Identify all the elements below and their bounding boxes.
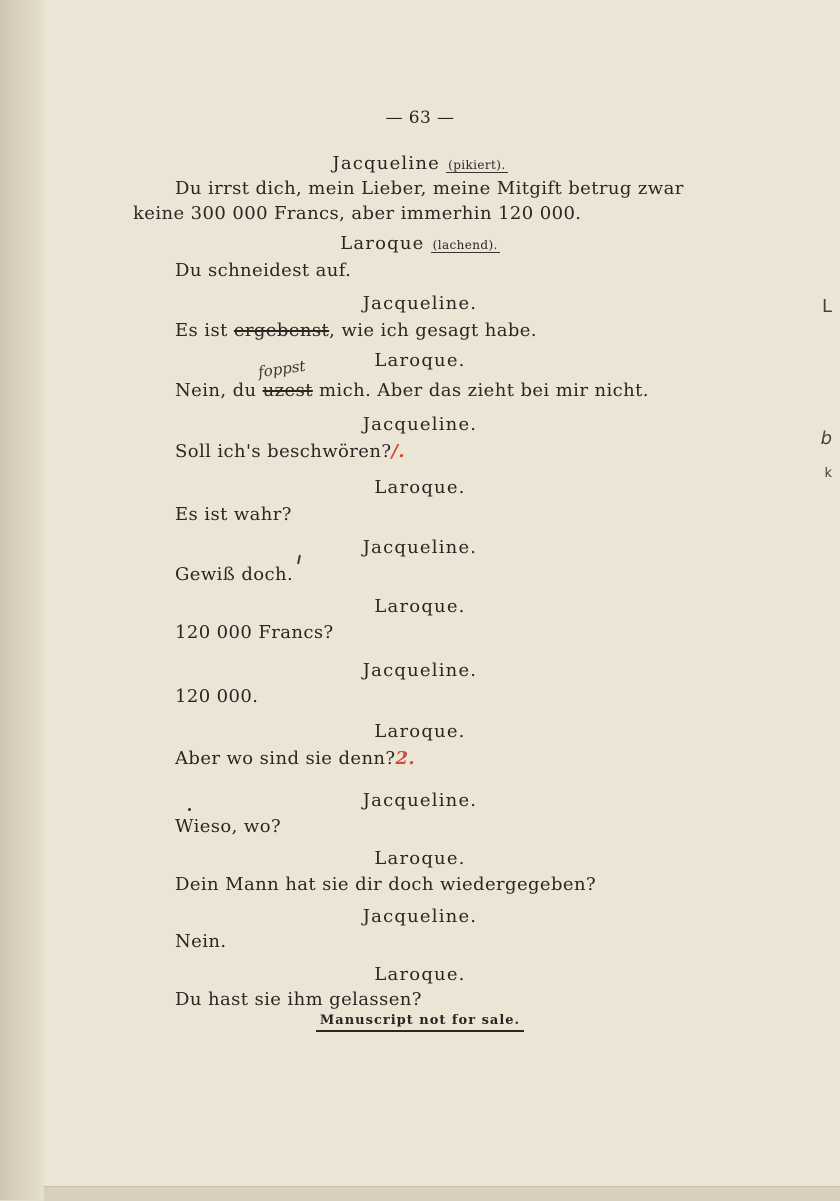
speaker-heading — [0, 153, 840, 174]
dialogue-line: Du hast sie ihm gelassen? — [175, 989, 422, 1010]
speaker-name: Laroque. — [374, 964, 466, 985]
dialogue-text: Soll ich's beschwören? — [175, 441, 392, 462]
dialogue-line-continued: keine 300 000 Francs, aber immerhin 120 000. — [133, 203, 582, 224]
handwritten-insertion: foppst — [256, 356, 307, 382]
speaker-name: Laroque. — [374, 596, 466, 617]
margin-mark-k: k — [824, 466, 832, 481]
speaker-name: Jacqueline. — [362, 660, 478, 681]
dialogue-text: , wie ich gesagt habe. — [329, 320, 537, 341]
speaker-heading — [0, 233, 840, 254]
manuscript-footer — [0, 1013, 840, 1028]
margin-mark-b: b — [820, 428, 832, 449]
stage-direction: (pikiert). — [448, 158, 506, 172]
page-bottom-edge — [44, 1186, 840, 1201]
dialogue-line: 120 000 Francs? — [175, 622, 334, 643]
speaker-name: Laroque. — [374, 848, 466, 869]
stage-direction: (lachend). — [432, 238, 498, 252]
struck-word: uzest — [262, 380, 313, 401]
dialogue-text: Nein, du — [175, 380, 263, 401]
dialogue-line — [175, 748, 415, 769]
dialogue-line: Du irrst dich, mein Lieber, meine Mitgift betrug zwar — [175, 178, 684, 199]
speaker-name: Jacqueline. — [362, 537, 478, 558]
footer-text: Manuscript not for sale. — [316, 1013, 524, 1032]
dialogue-line — [175, 380, 649, 401]
dialogue-line — [175, 441, 405, 462]
speaker-name: Jacqueline. — [362, 414, 478, 435]
speaker-name: Laroque — [340, 233, 425, 254]
speaker-name: Jacqueline. — [362, 790, 478, 811]
struck-word: ergebenst — [233, 320, 330, 341]
red-correction-mark: /. — [391, 441, 406, 462]
dialogue-line: Es ist wahr? — [175, 504, 292, 525]
dialogue-line: 120 000. — [175, 686, 259, 707]
red-correction-mark: 2. — [395, 748, 416, 769]
dialogue-line — [175, 320, 537, 341]
page-number: — 63 — — [385, 108, 455, 128]
dialogue-text: mich. Aber das zieht bei mir nicht. — [312, 380, 649, 401]
speaker-name: Jacqueline — [332, 153, 440, 174]
speaker-name: Jacqueline. — [362, 906, 478, 927]
dialogue-line: Wieso, wo? — [175, 816, 282, 837]
speaker-name: Jacqueline. — [362, 293, 478, 314]
speaker-name: Laroque. — [374, 350, 466, 371]
ink-spot — [188, 808, 191, 811]
speaker-name: Laroque. — [374, 721, 466, 742]
dialogue-line: Du schneidest auf. — [175, 260, 352, 281]
dialogue-text: Es ist — [175, 320, 234, 341]
margin-mark-l: L — [821, 296, 832, 317]
dialogue-line: Dein Mann hat sie dir doch wiedergegeben? — [175, 874, 596, 895]
speaker-name: Laroque. — [374, 477, 466, 498]
dialogue-line: Nein. — [175, 931, 227, 952]
dialogue-line: Gewiß doch. — [175, 564, 294, 585]
dialogue-text: Aber wo sind sie denn? — [175, 748, 396, 769]
